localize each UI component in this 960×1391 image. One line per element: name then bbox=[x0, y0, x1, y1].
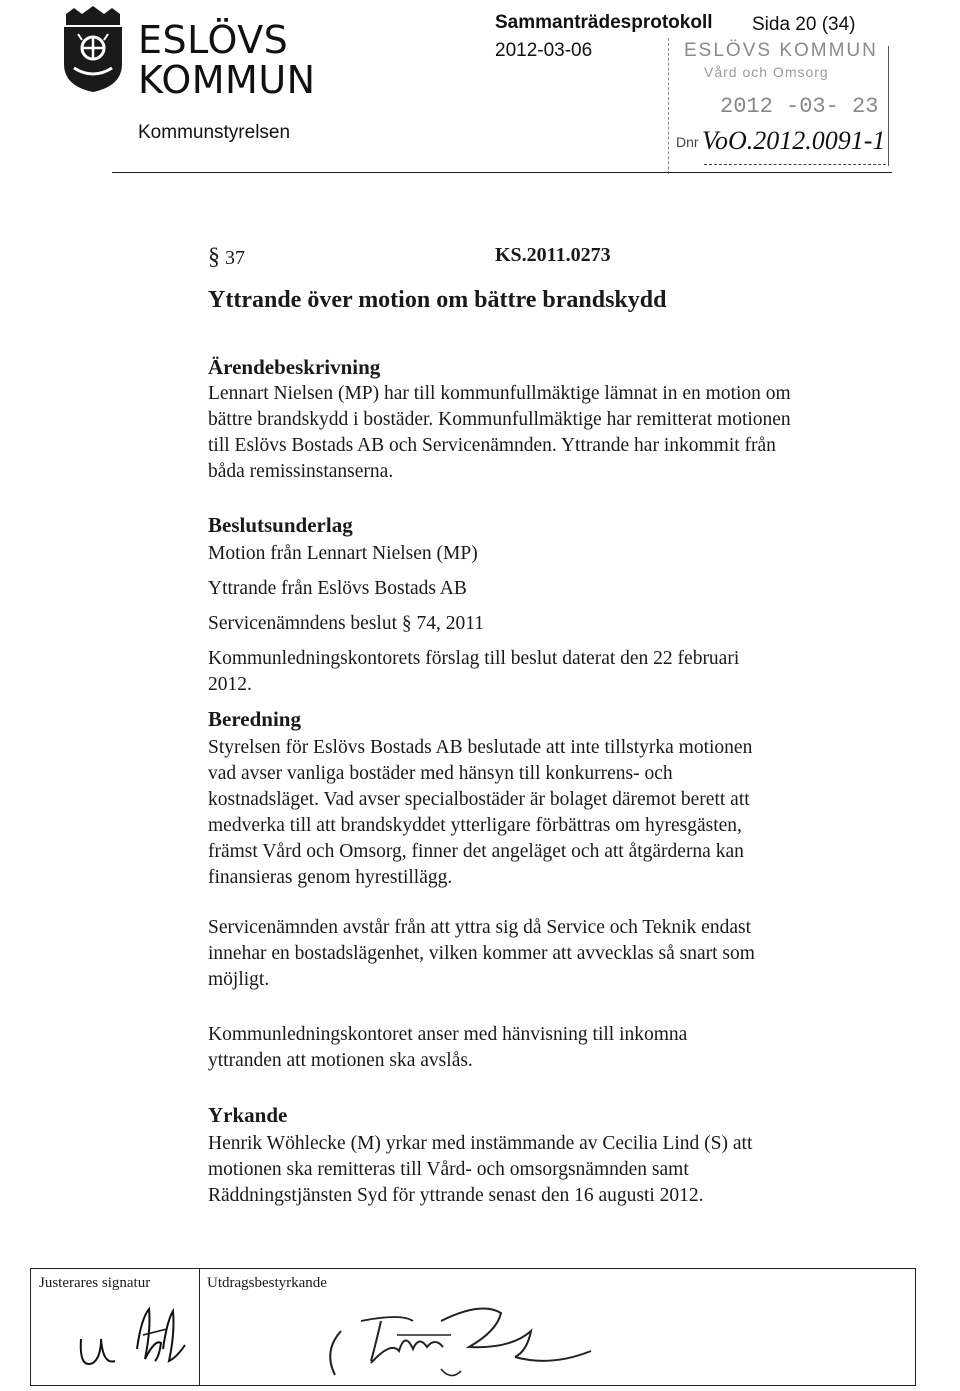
stamp-border-right bbox=[888, 46, 889, 166]
basis-item: Kommunledningskontorets förslag till beslut daterat den 22 februari 2012. bbox=[208, 648, 740, 695]
basis-item: Yttrande från Eslövs Bostads AB bbox=[208, 578, 467, 599]
section-sign-icon: § bbox=[208, 244, 220, 270]
stamp-department: Vård och Omsorg bbox=[704, 64, 829, 80]
yrkande-paragraph: Henrik Wöhlecke (M) yrkar med instämmande av Cecilia Lind (S) att motionen ska remitteras till Vård- och omsorgsnämnden samt Räddningstjänsten Syd för yttrande senast den 16 augusti 2012. bbox=[208, 1133, 753, 1206]
heading-arendebeskrivning: Ärendebeskrivning bbox=[208, 355, 381, 379]
label-extract-certification: Utdragsbestyrkande bbox=[207, 1275, 327, 1291]
label-adjuster-signature: Justerares signatur bbox=[39, 1275, 151, 1291]
item-title: Yttrande över motion om bättre brandskydd bbox=[208, 287, 667, 313]
organization-unit: Kommunstyrelsen bbox=[138, 122, 291, 143]
basis-item: Motion från Lennart Nielsen (MP) bbox=[208, 543, 478, 564]
beredning-paragraph: Servicenämnden avstår från att yttra sig då Service och Teknik endast innehar en bostadslägenhet, vilken kommer att avvecklas så snart som möjligt. bbox=[208, 917, 755, 990]
beredning-paragraph: Styrelsen för Eslövs Bostads AB beslutade att inte tillstyrka motionen vad avser vanliga bostäder med hänsyn till konkurrens- och kostnadsläget. Vad avser specialbostäder är bolaget däremot berett att medverka till att brandskyddet ytterligare förbättras om hyresgästen, främst Vård och Omsorg, finner det angeläget och att åtgärderna kan finansieras genom hyrestillägg. bbox=[208, 737, 753, 888]
text-beredning-2 bbox=[208, 915, 773, 993]
municipal-crest-logo bbox=[60, 6, 126, 92]
signature-table bbox=[30, 1268, 916, 1386]
stamp-dnr-label: Dnr bbox=[676, 134, 699, 150]
stamp-border-left bbox=[668, 38, 669, 174]
text-beredning-1 bbox=[208, 735, 778, 891]
case-number: KS.2011.0273 bbox=[495, 244, 611, 266]
municipality-wordmark bbox=[138, 20, 316, 100]
list-beslutsunderlag bbox=[208, 541, 748, 707]
registration-stamp bbox=[664, 38, 890, 178]
heading-yrkande: Yrkande bbox=[208, 1103, 288, 1127]
stamp-organization: ESLÖVS KOMMUN bbox=[684, 40, 878, 61]
heading-beslutsunderlag: Beslutsunderlag bbox=[208, 513, 353, 537]
text-beredning-3 bbox=[208, 1022, 748, 1074]
document-title: Sammanträdesprotokoll bbox=[495, 12, 713, 33]
paragraph-number-value: 37 bbox=[225, 247, 245, 269]
page-number: Sida 20 (34) bbox=[752, 14, 856, 35]
handwritten-initials-signature bbox=[71, 1299, 191, 1379]
stamp-underline bbox=[704, 164, 886, 165]
basis-item: Servicenämndens beslut § 74, 2011 bbox=[208, 613, 485, 634]
logo-line-2: KOMMUN bbox=[138, 58, 316, 102]
text-yrkande bbox=[208, 1131, 768, 1209]
arendebeskrivning-paragraph: Lennart Nielsen (MP) har till kommunfullmäktige lämnat in en motion om bättre brandskydd i bostäder. Kommunfullmäktige har remitterat motionen till Eslövs Bostads AB och Servicenämnden. Yttrande har inkommit från båda remissinstanserna. bbox=[208, 383, 791, 482]
heading-beredning: Beredning bbox=[208, 707, 301, 731]
stamp-date: 2012 -03- 23 bbox=[720, 94, 879, 119]
handwritten-certification-signature bbox=[301, 1291, 621, 1385]
text-arendebeskrivning bbox=[208, 381, 793, 485]
beredning-paragraph: Kommunledningskontoret anser med hänvisning till inkomna yttranden att motionen ska avslås. bbox=[208, 1024, 688, 1071]
signature-table-divider bbox=[199, 1269, 200, 1385]
header-divider bbox=[112, 172, 892, 173]
stamp-registration-number: VoO.2012.0091-1 bbox=[702, 126, 886, 155]
meeting-date: 2012-03-06 bbox=[495, 40, 593, 61]
paragraph-number bbox=[208, 244, 245, 271]
logo-line-1: ESLÖVS bbox=[138, 18, 289, 62]
